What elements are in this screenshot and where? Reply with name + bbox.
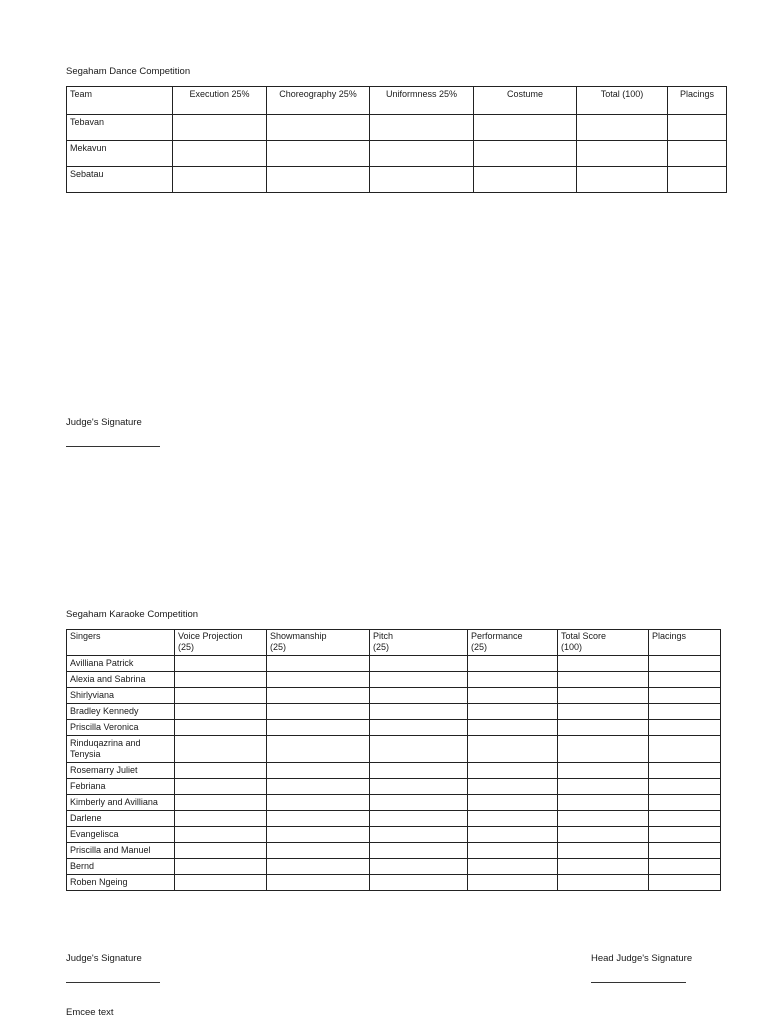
- score-cell: [370, 859, 468, 875]
- score-cell: [577, 167, 668, 193]
- head-judge-signature-line: [591, 982, 686, 983]
- score-cell: [649, 656, 721, 672]
- score-cell: [668, 141, 727, 167]
- score-cell: [175, 779, 267, 795]
- score-cell: [267, 656, 370, 672]
- score-cell: [468, 736, 558, 763]
- score-cell: [175, 875, 267, 891]
- score-cell: [558, 811, 649, 827]
- singer-name-cell: Kimberly and Avilliana: [67, 795, 175, 811]
- singer-row: [67, 763, 721, 779]
- score-cell: [468, 704, 558, 720]
- score-cell: [468, 656, 558, 672]
- score-cell: [474, 167, 577, 193]
- score-cell: [468, 688, 558, 704]
- score-cell: [468, 672, 558, 688]
- singer-name-cell: Bradley Kennedy: [67, 704, 175, 720]
- score-cell: [267, 875, 370, 891]
- karaoke-header-cell: Placings: [649, 630, 721, 656]
- dance-team-row: [67, 141, 727, 167]
- score-cell: [370, 811, 468, 827]
- score-cell: [558, 763, 649, 779]
- score-cell: [370, 656, 468, 672]
- score-cell: [558, 859, 649, 875]
- singer-row: [67, 875, 721, 891]
- score-cell: [558, 704, 649, 720]
- score-cell: [649, 795, 721, 811]
- score-cell: [577, 115, 668, 141]
- dance-team-row: [67, 167, 727, 193]
- dance-header-cell: Choreography 25%: [267, 87, 370, 115]
- score-cell: [649, 736, 721, 763]
- score-cell: [175, 843, 267, 859]
- karaoke-title: Segaham Karaoke Competition: [66, 609, 199, 620]
- karaoke-header-cell: Showmanship (25): [267, 630, 370, 656]
- score-cell: [370, 720, 468, 736]
- singer-row: [67, 656, 721, 672]
- score-cell: [175, 827, 267, 843]
- score-cell: [370, 688, 468, 704]
- score-cell: [267, 843, 370, 859]
- score-cell: [370, 167, 474, 193]
- dance-team-row: [67, 115, 727, 141]
- dance-header-row: [67, 87, 727, 115]
- team-name-cell: Sebatau: [67, 167, 173, 193]
- score-cell: [558, 843, 649, 859]
- judge-signature-line: [66, 982, 160, 983]
- score-cell: [370, 672, 468, 688]
- dance-judge-signature-line: [66, 446, 160, 447]
- score-cell: [175, 656, 267, 672]
- score-cell: [468, 843, 558, 859]
- score-cell: [370, 875, 468, 891]
- singer-name-cell: Roben Ngeing: [67, 875, 175, 891]
- score-cell: [468, 875, 558, 891]
- karaoke-header-cell: Pitch (25): [370, 630, 468, 656]
- singer-name-cell: Alexia and Sabrina: [67, 672, 175, 688]
- dance-header-cell: Placings: [668, 87, 727, 115]
- singer-name-cell: Priscilla and Manuel: [67, 843, 175, 859]
- score-cell: [175, 688, 267, 704]
- head-judge-signature-label: Head Judge's Signature: [591, 953, 693, 964]
- score-cell: [267, 763, 370, 779]
- score-cell: [558, 779, 649, 795]
- singer-row: [67, 672, 721, 688]
- singer-row: [67, 736, 721, 763]
- singer-name-cell: Shirlyviana: [67, 688, 175, 704]
- score-cell: [267, 688, 370, 704]
- karaoke-header-cell: Performance (25): [468, 630, 558, 656]
- singer-row: [67, 720, 721, 736]
- score-cell: [649, 779, 721, 795]
- score-cell: [649, 843, 721, 859]
- dance-title: Segaham Dance Competition: [66, 66, 191, 77]
- score-cell: [175, 859, 267, 875]
- score-cell: [267, 167, 370, 193]
- dance-header-cell: Execution 25%: [173, 87, 267, 115]
- score-cell: [267, 141, 370, 167]
- score-cell: [370, 795, 468, 811]
- karaoke-score-table: [66, 629, 721, 891]
- team-name-cell: Mekavun: [67, 141, 173, 167]
- score-cell: [649, 763, 721, 779]
- score-cell: [267, 720, 370, 736]
- score-cell: [468, 811, 558, 827]
- singer-name-cell: Bernd: [67, 859, 175, 875]
- dance-score-table: [66, 86, 727, 193]
- score-cell: [474, 115, 577, 141]
- score-cell: [558, 736, 649, 763]
- score-cell: [175, 720, 267, 736]
- score-cell: [370, 736, 468, 763]
- score-cell: [649, 688, 721, 704]
- score-cell: [370, 704, 468, 720]
- dance-header-cell: Uniformness 25%: [370, 87, 474, 115]
- dance-judge-signature-label: Judge's Signature: [66, 417, 142, 428]
- score-cell: [370, 827, 468, 843]
- score-cell: [370, 779, 468, 795]
- score-cell: [468, 763, 558, 779]
- score-cell: [468, 827, 558, 843]
- singer-name-cell: Avilliana Patrick: [67, 656, 175, 672]
- score-cell: [649, 811, 721, 827]
- score-cell: [370, 115, 474, 141]
- singer-row: [67, 859, 721, 875]
- score-cell: [175, 672, 267, 688]
- score-cell: [558, 656, 649, 672]
- score-cell: [173, 115, 267, 141]
- singer-row: [67, 843, 721, 859]
- score-cell: [468, 859, 558, 875]
- singer-name-cell: Febriana: [67, 779, 175, 795]
- score-cell: [649, 859, 721, 875]
- score-cell: [649, 827, 721, 843]
- score-cell: [267, 704, 370, 720]
- score-cell: [175, 811, 267, 827]
- score-cell: [175, 736, 267, 763]
- score-cell: [577, 141, 668, 167]
- judge-signature-label: Judge's Signature: [66, 953, 142, 964]
- singer-row: [67, 688, 721, 704]
- emcee-text: Emcee text: [66, 1007, 114, 1018]
- score-cell: [558, 672, 649, 688]
- score-cell: [558, 795, 649, 811]
- score-cell: [267, 859, 370, 875]
- score-cell: [468, 720, 558, 736]
- score-cell: [267, 795, 370, 811]
- singer-row: [67, 827, 721, 843]
- singer-name-cell: Rosemarry Juliet: [67, 763, 175, 779]
- score-cell: [649, 720, 721, 736]
- score-cell: [267, 672, 370, 688]
- score-cell: [474, 141, 577, 167]
- singer-name-cell: Rinduqazrina and Tenysia: [67, 736, 175, 763]
- karaoke-header-cell: Total Score (100): [558, 630, 649, 656]
- score-cell: [370, 141, 474, 167]
- score-cell: [558, 875, 649, 891]
- singer-name-cell: Darlene: [67, 811, 175, 827]
- score-cell: [649, 704, 721, 720]
- score-cell: [175, 795, 267, 811]
- karaoke-header-row: [67, 630, 721, 656]
- score-cell: [267, 827, 370, 843]
- singer-row: [67, 811, 721, 827]
- score-cell: [558, 827, 649, 843]
- score-cell: [668, 167, 727, 193]
- score-cell: [649, 672, 721, 688]
- score-cell: [267, 736, 370, 763]
- score-cell: [468, 795, 558, 811]
- score-cell: [668, 115, 727, 141]
- singer-name-cell: Priscilla Veronica: [67, 720, 175, 736]
- dance-header-cell: Costume: [474, 87, 577, 115]
- singer-name-cell: Evangelisca: [67, 827, 175, 843]
- score-cell: [267, 811, 370, 827]
- singer-row: [67, 779, 721, 795]
- score-cell: [173, 141, 267, 167]
- score-cell: [173, 167, 267, 193]
- singer-row: [67, 704, 721, 720]
- score-cell: [370, 763, 468, 779]
- score-cell: [468, 779, 558, 795]
- score-cell: [558, 688, 649, 704]
- score-cell: [267, 115, 370, 141]
- karaoke-header-cell: Singers: [67, 630, 175, 656]
- team-name-cell: Tebavan: [67, 115, 173, 141]
- score-cell: [267, 779, 370, 795]
- score-cell: [370, 843, 468, 859]
- karaoke-header-cell: Voice Projection (25): [175, 630, 267, 656]
- score-cell: [175, 704, 267, 720]
- singer-row: [67, 795, 721, 811]
- score-cell: [175, 763, 267, 779]
- dance-header-cell: Team: [67, 87, 173, 115]
- score-cell: [649, 875, 721, 891]
- score-cell: [558, 720, 649, 736]
- dance-header-cell: Total (100): [577, 87, 668, 115]
